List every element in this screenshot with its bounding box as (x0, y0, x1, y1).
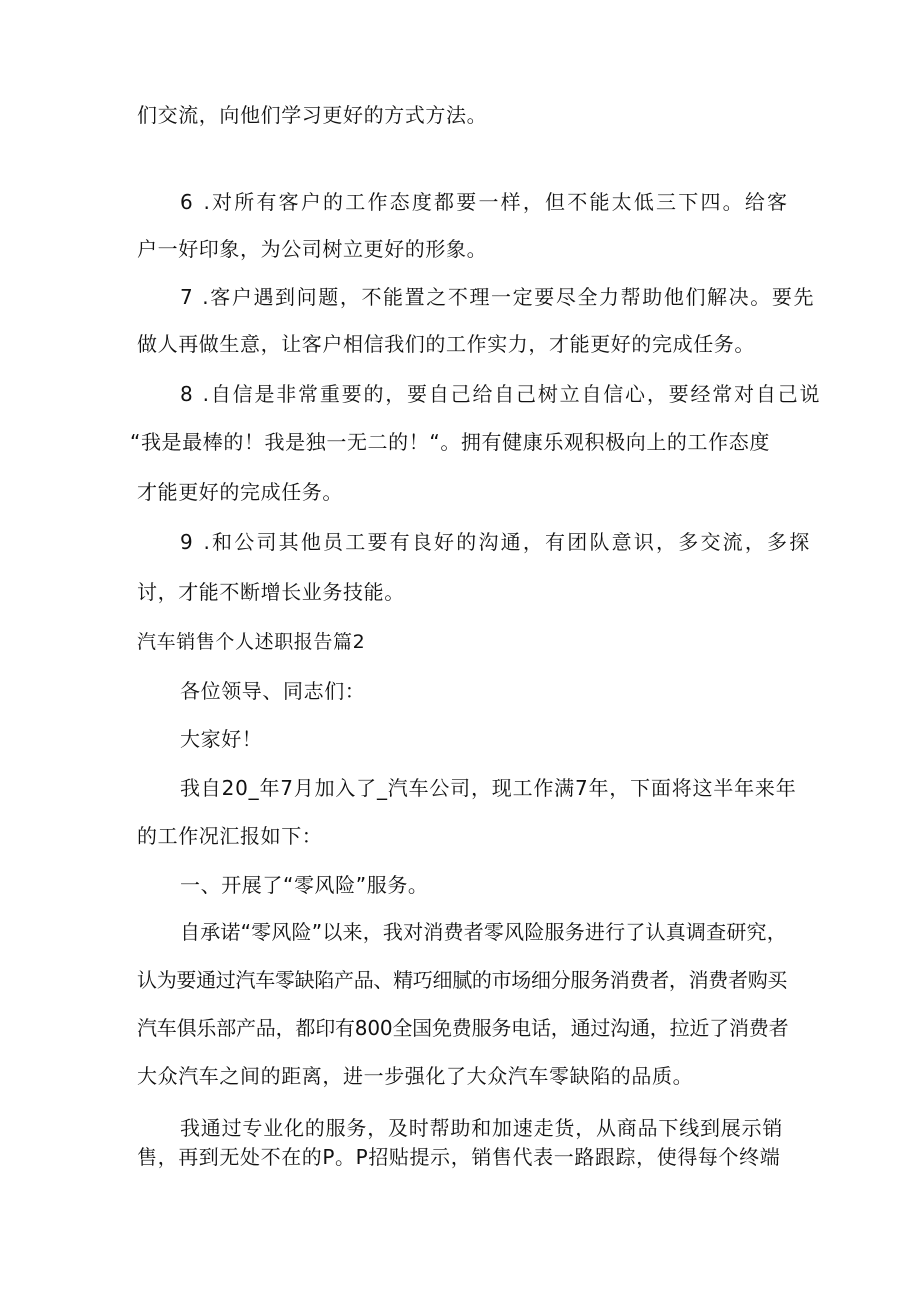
greeting-line: 大家好！ (180, 727, 263, 751)
paragraph-line: 才能更好的完成任务。 (137, 480, 343, 504)
paragraph-line: 认为要通过汽车零缺陷产品、精巧细腻的市场细分服务消费者，消费者购买 (137, 968, 788, 992)
paragraph-line: 7 .客户遇到问题，不能置之不理一定要尽全力帮助他们解决。要先 (180, 285, 816, 309)
paragraph-line: 的工作况汇报如下： (137, 824, 323, 848)
paragraph-line: 大众汽车之间的距离，进一步强化了大众汽车零缺陷的品质。 (137, 1064, 694, 1088)
greeting-line: 各位领导、同志们： (180, 679, 366, 703)
section-heading: 汽车销售个人述职报告篇2 (137, 631, 366, 653)
paragraph-line: 做人再做生意，让客户相信我们的工作实力，才能更好的完成任务。 (137, 332, 755, 356)
subsection-heading: 一、开展了“零风险”服务。 (180, 873, 429, 897)
paragraph-line: 户一好印象，为公司树立更好的形象。 (137, 237, 488, 261)
paragraph-line: 讨，才能不断增长业务技能。 (137, 580, 405, 604)
paragraph-line: 9 .和公司其他员工要有良好的沟通，有团队意识，多交流，多探 (180, 530, 812, 554)
paragraph-line: 6 .对所有客户的工作态度都要一样，但不能太低三下四。给客 (180, 190, 790, 214)
paragraph-line: “我是最棒的！我是独一无二的！“。拥有健康乐观积极向上的工作态度 (130, 430, 770, 454)
paragraph-line: 自承诺“零风险”以来，我对消费者零风险服务进行了认真调查研究， (180, 920, 787, 944)
paragraph-line: 我通过专业化的服务，及时帮助和加速走货，从商品下线到展示销 (180, 1116, 784, 1140)
paragraph-line: 汽车俱乐部产品，都印有800全国免费服务电话，通过沟通，拉近了消费者 (137, 1016, 789, 1040)
paragraph-line: 们交流，向他们学习更好的方式方法。 (137, 103, 488, 127)
paragraph-line: 我自20_年7月加入了_汽车公司，现工作满7年，下面将这半年来年 (180, 776, 797, 800)
paragraph-line: 8 .自信是非常重要的，要自己给自己树立自信心，要经常对自己说 (180, 382, 822, 406)
paragraph-line: 售，再到无处不在的P。P招贴提示，销售代表一路跟踪，使得每个终端 (137, 1145, 781, 1169)
